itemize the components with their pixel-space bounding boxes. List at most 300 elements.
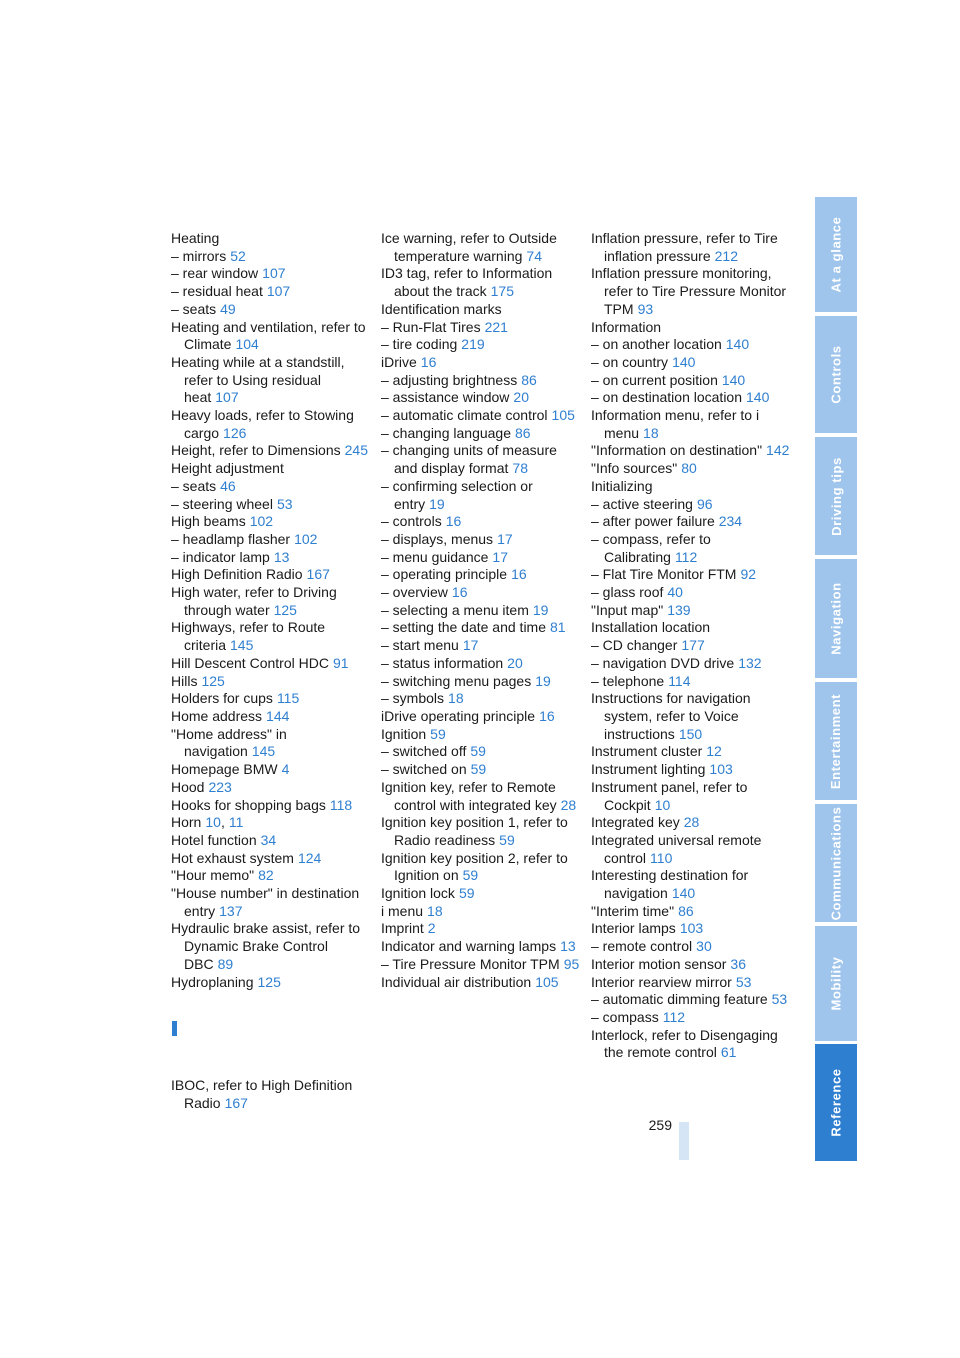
page-link[interactable]: 13 — [273, 548, 290, 565]
index-entry-text: Individual air distribution — [381, 973, 532, 990]
index-entry-text: – automatic climate control — [381, 407, 548, 424]
index-entry — [171, 248, 371, 266]
index-entry — [591, 743, 791, 761]
index-entry — [381, 549, 581, 567]
index-entry — [591, 903, 791, 921]
page-link[interactable]: 12 — [706, 743, 722, 760]
section-tabs-sidebar — [815, 197, 857, 1161]
index-entry — [381, 814, 581, 849]
tab-label: Entertainment — [828, 693, 844, 789]
page-link[interactable]: 92 — [740, 566, 757, 583]
index-entry-text: – switching menu pages — [381, 672, 532, 689]
page-link[interactable]: 112 — [674, 548, 698, 565]
index-entry-text: – switched on — [381, 761, 467, 778]
tab-controls[interactable] — [815, 316, 857, 433]
index-entry-text: – operating principle — [381, 566, 508, 583]
index-entry-text: – displays, menus — [381, 530, 494, 547]
index-entry-text: – active steering — [591, 495, 693, 512]
index-entry-text: Hood — [171, 778, 205, 795]
tab-entertainment[interactable] — [815, 682, 857, 800]
index-column-2 — [381, 230, 581, 991]
index-entry — [171, 478, 371, 496]
page-link[interactable]: 30 — [696, 938, 712, 955]
index-entry-text: – compass, refer to Calibrating — [591, 530, 711, 565]
page-link[interactable]: 4 — [281, 761, 290, 778]
index-entry-text: "Input map" — [591, 601, 664, 618]
index-entry-text: Instrument panel, refer to Cockpit — [591, 778, 748, 813]
index-entry — [591, 619, 791, 637]
index-entry — [171, 832, 371, 850]
index-entry-text: "Hour memo" — [171, 867, 255, 884]
index-entry — [171, 566, 371, 584]
index-entry-text: Interesting destination for navigation — [591, 867, 749, 902]
index-entry-text: Ignition lock — [381, 885, 455, 902]
page-link[interactable]: 86 — [521, 371, 537, 388]
index-entry — [171, 265, 371, 283]
index-column-1 — [171, 230, 371, 1113]
page-link[interactable]: 245 — [344, 442, 368, 459]
page-number: 259 — [648, 1117, 672, 1133]
index-entry-text: Initializing — [591, 477, 653, 494]
index-entry — [381, 956, 581, 974]
page-link[interactable]: 20 — [507, 654, 523, 671]
index-entry — [171, 354, 371, 407]
page-link[interactable]: 126 — [223, 424, 247, 441]
index-entry-text: Hotel function — [171, 831, 257, 848]
index-entry-text: Interior rearview mirror — [591, 973, 732, 990]
page-link[interactable]: 59 — [458, 885, 475, 902]
page-link[interactable]: 110 — [650, 849, 673, 866]
page-link[interactable]: 167 — [306, 566, 330, 583]
index-entry — [381, 619, 581, 637]
index-entry-text: Instrument lighting — [591, 761, 706, 778]
page-link[interactable]: 59 — [499, 831, 515, 848]
index-entry-text: – seats — [171, 300, 217, 317]
index-entry-text: – Flat Tire Monitor FTM — [591, 566, 737, 583]
index-entry — [591, 442, 791, 460]
index-entry-text: – remote control — [591, 938, 693, 955]
page-link[interactable]: 82 — [258, 867, 274, 884]
page-link[interactable]: 16 — [451, 584, 468, 601]
page-link[interactable]: 59 — [462, 867, 479, 884]
index-entry — [591, 690, 791, 743]
index-entry — [591, 938, 791, 956]
index-entry-text: – rear window — [171, 265, 259, 282]
index-entry-text: "House number" in destination entry — [171, 885, 360, 919]
index-entry-text: Ignition — [381, 725, 427, 742]
page-link[interactable]: 53 — [735, 973, 752, 990]
index-entry-text: Information — [591, 318, 662, 335]
index-entry — [381, 761, 581, 779]
index-entry — [171, 584, 371, 619]
index-entry — [591, 265, 791, 318]
page-link[interactable]: 107 — [215, 389, 239, 406]
index-entry-text: – setting the date and time — [381, 619, 546, 636]
page-link[interactable]: 16 — [445, 513, 462, 530]
index-entry-text: "Interim time" — [591, 902, 675, 919]
page-link[interactable]: 177 — [681, 637, 705, 654]
index-entry — [591, 991, 791, 1009]
index-entry-text: – glass roof — [591, 584, 664, 601]
index-entry-text: Interior motion sensor — [591, 955, 727, 972]
index-entry-text: – CD changer — [591, 637, 678, 654]
index-entry — [381, 336, 581, 354]
index-entry-text: – confirming selection or entry — [381, 477, 533, 512]
index-entry — [171, 867, 371, 885]
index-entry — [381, 301, 581, 319]
index-entry-text: Hooks for shopping bags — [171, 796, 326, 813]
index-entry-text: – Run-Flat Tires — [381, 318, 481, 335]
tab-label: Mobility — [828, 956, 844, 1011]
page-link[interactable]: 74 — [526, 247, 542, 264]
index-entry — [591, 230, 791, 265]
page-link[interactable]: 145 — [230, 637, 254, 654]
page-link[interactable]: 140 — [746, 389, 770, 406]
index-entry — [381, 903, 581, 921]
index-entry — [591, 956, 791, 974]
index-entry-text: – mirrors — [171, 247, 227, 264]
index-entry — [171, 619, 371, 654]
index-entry — [171, 690, 371, 708]
index-entry-text: – seats — [171, 477, 217, 494]
index-entry — [171, 319, 371, 354]
index-entry-text: – changing language — [381, 424, 512, 441]
index-entry — [591, 513, 791, 531]
index-entry-text: Ice warning, refer to Outside temperature warning — [381, 230, 557, 264]
index-entry — [381, 425, 581, 443]
page-link[interactable]: 19 — [532, 601, 549, 618]
page-link[interactable]: 145 — [251, 743, 276, 760]
index-entry — [591, 974, 791, 992]
page-link[interactable]: 18 — [643, 424, 659, 441]
page-link[interactable]: 140 — [671, 885, 696, 902]
index-entry-text: Hydroplaning — [171, 973, 254, 990]
index-entry — [591, 407, 791, 442]
index-entry — [591, 673, 791, 691]
index-entry-text: – headlamp flasher — [171, 530, 291, 547]
index-entry — [171, 974, 371, 992]
index-entry-text: Heating and ventilation, refer to Climate — [171, 318, 366, 353]
page-link[interactable]: 95 — [563, 955, 580, 972]
index-entry — [381, 566, 581, 584]
index-entry — [591, 460, 791, 478]
page-link[interactable]: 11 — [228, 814, 244, 831]
page-link[interactable]: 18 — [427, 902, 443, 919]
index-entry — [171, 726, 371, 761]
index-entry — [591, 602, 791, 620]
page-link[interactable]: 234 — [718, 513, 743, 530]
index-entry-text: Integrated universal remote control — [591, 831, 762, 866]
index-entry-text: – Tire Pressure Monitor TPM — [381, 955, 560, 972]
index-entry — [591, 389, 791, 407]
tab-reference[interactable] — [815, 1044, 857, 1161]
page-link[interactable]: 81 — [550, 619, 566, 636]
index-entry-text: Interlock, refer to Disengaging the remote control — [591, 1026, 778, 1061]
index-entry — [381, 478, 581, 513]
page-link[interactable]: 17 — [497, 530, 513, 547]
page-link[interactable]: 16 — [420, 353, 437, 370]
index-entry — [171, 673, 371, 691]
page-link[interactable]: 10 — [205, 814, 221, 831]
page-link[interactable]: 59 — [430, 725, 446, 742]
index-letter-heading — [171, 991, 371, 1077]
index-entry-text: Hot exhaust system — [171, 849, 294, 866]
index-entry-text: – on current position — [591, 371, 718, 388]
page-link[interactable]: 125 — [273, 601, 297, 618]
page-link[interactable]: 140 — [672, 353, 696, 370]
page-link[interactable]: 112 — [662, 1008, 686, 1025]
index-entry-text: Heavy loads, refer to Stowing cargo — [171, 407, 354, 441]
page-link[interactable]: 28 — [560, 796, 577, 813]
index-entry — [381, 690, 581, 708]
index-entry — [381, 779, 581, 814]
index-entry — [171, 230, 371, 248]
index-entry-text: – start menu — [381, 637, 459, 654]
page-link[interactable]: 19 — [535, 672, 551, 689]
page-link[interactable]: 19 — [429, 495, 445, 512]
page-link[interactable]: 103 — [709, 761, 733, 778]
page-link[interactable]: 105 — [551, 407, 575, 424]
index-entry-text: Height, refer to Dimensions — [171, 442, 341, 459]
index-entry — [171, 407, 371, 442]
index-entry-text: IBOC, refer to High Definition Radio — [171, 1077, 353, 1111]
index-entry-text: – on another location — [591, 336, 722, 353]
index-entry — [591, 531, 791, 566]
page-link[interactable]: 49 — [220, 300, 236, 317]
index-entry-text: Home address — [171, 707, 263, 724]
page-link[interactable]: 61 — [720, 1044, 737, 1061]
page-link[interactable]: 91 — [332, 654, 349, 671]
index-entry-text: Installation location — [591, 619, 711, 636]
index-entry-text: – selecting a menu item — [381, 601, 529, 618]
page-link[interactable]: 107 — [266, 283, 291, 300]
index-entry — [381, 938, 581, 956]
page-link[interactable]: 102 — [294, 530, 318, 547]
index-entry-text: – automatic dimming feature — [591, 991, 768, 1008]
index-entry — [171, 283, 371, 301]
index-entry — [381, 850, 581, 885]
page-link[interactable]: 10 — [654, 796, 671, 813]
index-entry-text: Ignition key position 1, refer to Radio readiness — [381, 814, 568, 848]
index-entry — [171, 460, 371, 478]
index-entry — [591, 832, 791, 867]
page-link[interactable]: 28 — [683, 814, 700, 831]
page-link[interactable]: 124 — [297, 849, 322, 866]
index-entry-text: iDrive operating principle — [381, 707, 536, 724]
index-entry — [381, 726, 581, 744]
index-column-3 — [591, 230, 791, 1062]
page-link[interactable]: 17 — [492, 548, 508, 565]
index-entry-text: Hills — [171, 672, 198, 689]
index-entry-text: – navigation DVD drive — [591, 654, 735, 671]
page-link[interactable]: 140 — [725, 336, 750, 353]
index-entry — [171, 850, 371, 868]
index-entry-text: – switched off — [381, 743, 467, 760]
letter-heading-text — [172, 1021, 177, 1036]
index-entry: Horn 10, 11 — [171, 814, 244, 831]
index-entry — [591, 354, 791, 372]
page-link[interactable]: 221 — [484, 318, 508, 335]
index-entry-text: "Information on destination" — [591, 442, 763, 459]
index-entry-text: – symbols — [381, 690, 445, 707]
page-link[interactable]: 103 — [679, 920, 704, 937]
page-link[interactable]: 102 — [249, 513, 274, 530]
index-entry — [381, 513, 581, 531]
index-entry — [381, 974, 581, 992]
index-entry — [171, 797, 371, 815]
page-link[interactable]: 125 — [257, 973, 281, 990]
page-link[interactable]: 223 — [208, 778, 232, 795]
index-entry-text: Homepage BMW — [171, 761, 278, 778]
tab-label: Controls — [828, 345, 844, 404]
page-link[interactable]: 17 — [462, 637, 479, 654]
index-entry — [591, 1027, 791, 1062]
page-link[interactable]: 144 — [266, 707, 290, 724]
page-link[interactable]: 2 — [427, 920, 436, 937]
index-entry-text: Integrated key — [591, 814, 680, 831]
index-entry-text: High beams — [171, 513, 246, 530]
page-link[interactable]: 53 — [276, 495, 293, 512]
tab-navigation[interactable] — [815, 559, 857, 678]
page-link[interactable]: 46 — [220, 477, 236, 494]
index-entry-text: Horn — [171, 814, 202, 831]
tab-at-a-glance[interactable] — [815, 197, 857, 312]
index-entry — [381, 637, 581, 655]
index-entry-text: High water, refer to Driving through water — [171, 584, 337, 618]
page-link[interactable]: 125 — [201, 672, 225, 689]
page-link[interactable]: 86 — [515, 424, 531, 441]
page-link[interactable]: 13 — [560, 938, 576, 955]
page-link[interactable]: 212 — [714, 247, 738, 264]
tab-communications[interactable] — [815, 804, 857, 922]
index-entry-text: Information menu, refer to i menu — [591, 407, 760, 441]
page-link[interactable]: 104 — [235, 336, 259, 353]
index-entry-text: Heating while at a standstill, refer to Using residual heat — [171, 353, 345, 406]
index-entry-text: Holders for cups — [171, 690, 273, 707]
page-link[interactable]: 40 — [667, 584, 683, 601]
index-entry — [171, 779, 371, 797]
index-entry — [591, 319, 791, 337]
page-link[interactable]: 34 — [260, 831, 277, 848]
index-entry — [381, 743, 581, 761]
index-entry — [171, 496, 371, 514]
index-entry — [591, 779, 791, 814]
index-entry — [381, 602, 581, 620]
index-entry — [591, 566, 791, 584]
page-link[interactable]: 114 — [668, 672, 691, 689]
index-entry-text: Heating — [171, 230, 220, 246]
page-link[interactable]: 137 — [219, 902, 243, 919]
page-link[interactable]: 132 — [738, 654, 762, 671]
index-entry — [591, 336, 791, 354]
tab-label: Driving tips — [828, 456, 844, 536]
page-link[interactable]: 93 — [637, 300, 654, 317]
page-link[interactable]: 105 — [535, 973, 559, 990]
index-entry — [381, 673, 581, 691]
page-link[interactable]: 89 — [217, 955, 234, 972]
index-entry — [381, 920, 581, 938]
index-entry — [171, 549, 371, 567]
index-entry — [171, 655, 371, 673]
page-link[interactable]: 150 — [678, 725, 703, 742]
page-link[interactable]: 78 — [512, 460, 528, 477]
index-entry-text: – assistance window — [381, 389, 510, 406]
index-entry — [381, 372, 581, 390]
page-link[interactable]: 20 — [513, 389, 529, 406]
page-link[interactable]: 140 — [721, 371, 746, 388]
index-entry-text: Hydraulic brake assist, refer to Dynamic Brake Control DBC — [171, 920, 361, 972]
index-entry-text: – menu guidance — [381, 548, 489, 565]
index-entry-text: – steering wheel — [171, 495, 273, 512]
index-entry — [381, 230, 581, 265]
index-entry-text: Inflation pressure monitoring, refer to Tire Pressure Monitor TPM — [591, 265, 787, 317]
index-entry-text: – on country — [591, 353, 669, 370]
index-entry — [381, 442, 581, 477]
page-link[interactable]: 219 — [461, 336, 485, 353]
page-link[interactable]: 142 — [766, 442, 790, 459]
index-entry — [381, 885, 581, 903]
index-entry-text: "Info sources" — [591, 460, 678, 477]
index-entry — [591, 655, 791, 673]
index-entry-text: ID3 tag, refer to Information about the track — [381, 265, 553, 300]
page-link[interactable]: 53 — [771, 991, 788, 1008]
index-entry — [171, 442, 371, 460]
index-entry-text: – on destination location — [591, 389, 742, 406]
index-entry-text: – tire coding — [381, 336, 458, 353]
page-link[interactable]: 59 — [470, 761, 487, 778]
page-link[interactable]: 59 — [470, 743, 486, 760]
page-link[interactable]: 16 — [539, 707, 555, 724]
page-link[interactable]: 175 — [490, 283, 514, 300]
tab-driving-tips[interactable] — [815, 437, 857, 555]
index-entry — [591, 637, 791, 655]
index-entry — [381, 584, 581, 602]
page-link[interactable]: 118 — [329, 796, 353, 813]
page-link[interactable]: 18 — [448, 690, 464, 707]
tab-mobility[interactable] — [815, 926, 857, 1041]
index-entry — [171, 761, 371, 779]
tab-label: Reference — [828, 1068, 844, 1137]
index-entry-text: i menu — [381, 902, 424, 919]
index-entry — [591, 584, 791, 602]
index-entry — [591, 814, 791, 832]
index-entry — [171, 531, 371, 549]
page-link[interactable]: 16 — [511, 566, 527, 583]
index-entry-text: Highways, refer to Route criteria — [171, 619, 326, 654]
index-entry-text: Identification marks — [381, 300, 502, 317]
page-link[interactable]: 96 — [696, 495, 713, 512]
tab-label: Communications — [828, 806, 844, 920]
page-link[interactable]: 107 — [262, 265, 286, 282]
index-entry-text: – controls — [381, 513, 442, 530]
index-entry-text: – changing units of measure and display format — [381, 442, 557, 477]
index-entry-text: "Home address" in navigation — [171, 725, 287, 760]
index-entry-text: – after power failure — [591, 513, 715, 530]
index-entry — [171, 1077, 371, 1112]
index-entry — [171, 301, 371, 319]
page-link[interactable]: 52 — [230, 247, 246, 264]
index-entry — [591, 496, 791, 514]
page-link[interactable]: 80 — [681, 460, 697, 477]
index-entry — [591, 372, 791, 390]
page-link[interactable]: 36 — [730, 955, 746, 972]
page-link[interactable]: 167 — [224, 1094, 248, 1111]
index-entry — [381, 265, 581, 300]
page-link[interactable]: 115 — [276, 690, 300, 707]
index-entry — [381, 354, 581, 372]
page-link[interactable]: 139 — [667, 601, 691, 618]
page-link[interactable]: 86 — [678, 902, 694, 919]
